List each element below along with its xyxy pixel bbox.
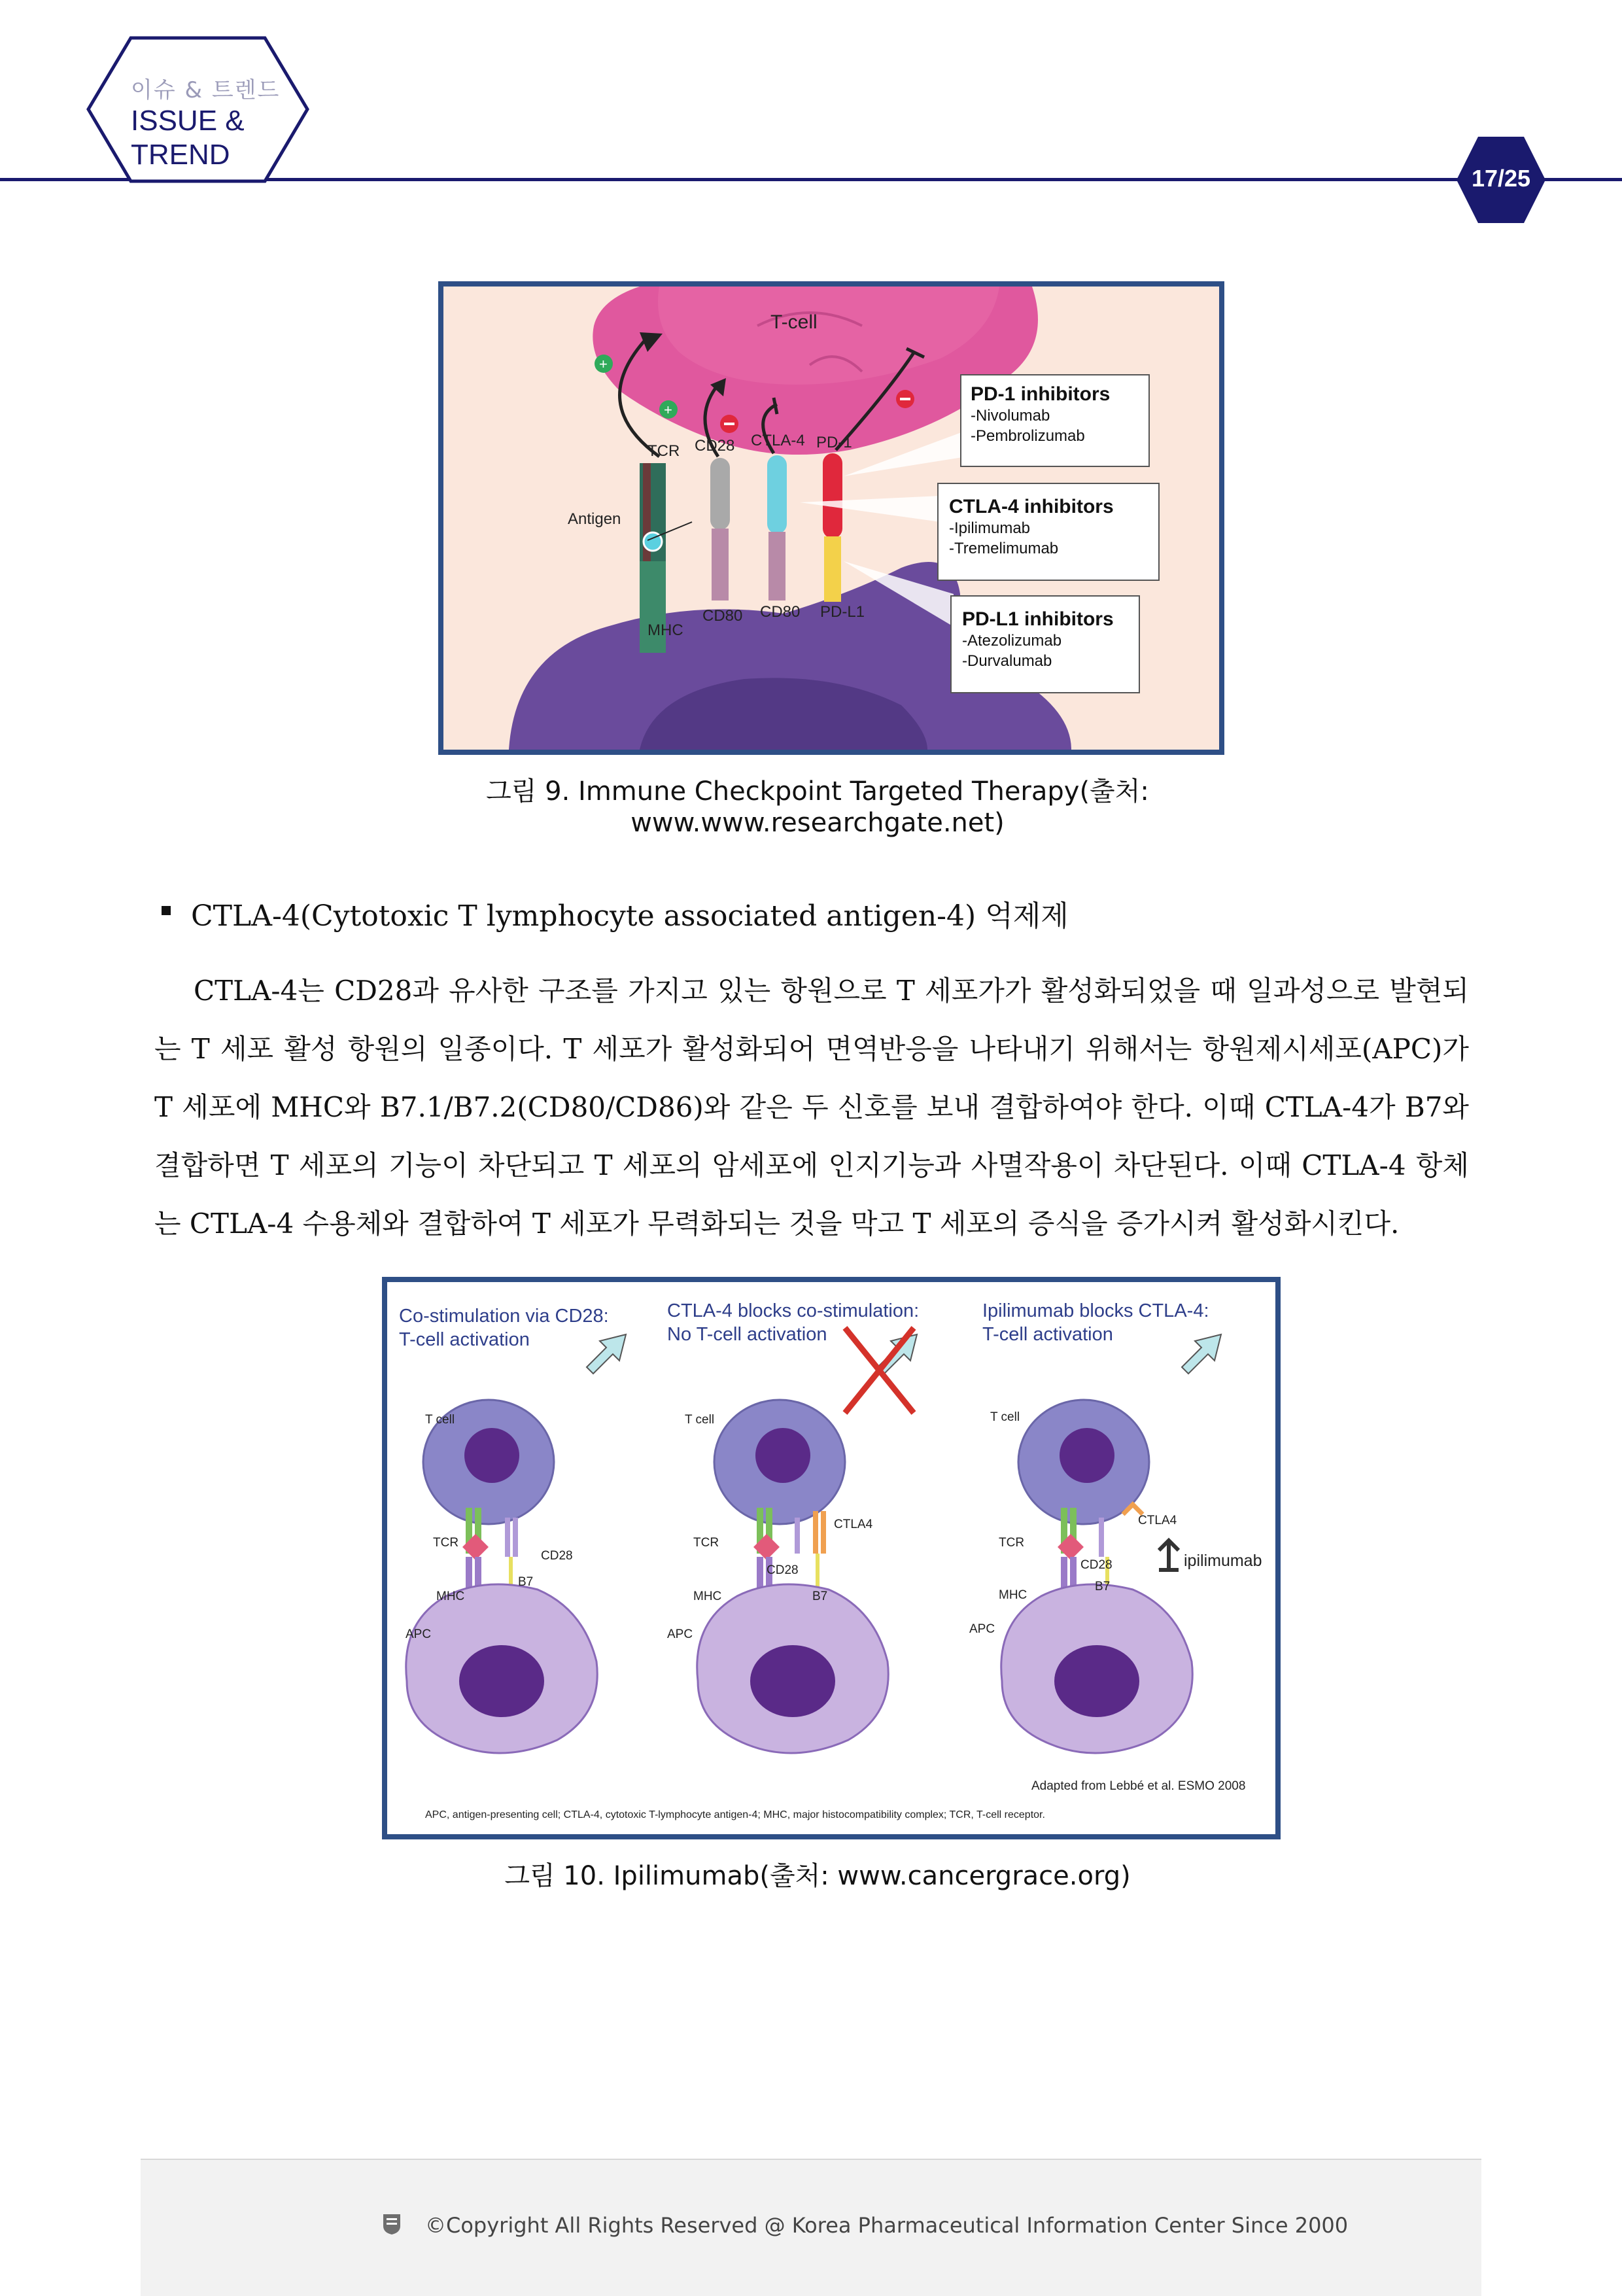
box-title: PD-L1 inhibitors	[962, 608, 1114, 630]
label-tcell: T-cell	[770, 311, 818, 333]
box-item: -Atezolizumab	[962, 632, 1062, 650]
box-pdl1-inhibitors	[950, 595, 1140, 693]
panel2-b7: B7	[812, 1590, 828, 1603]
panel3-b7: B7	[1095, 1580, 1111, 1593]
panel3-ctla4: CTLA4	[1138, 1514, 1177, 1527]
figure2-caption: 그림 10. Ipilimumab(출처: www.cancergrace.org)	[504, 1861, 1131, 1891]
panel3-cd28: CD28	[1080, 1558, 1113, 1572]
panel1-tcr: TCR	[433, 1536, 459, 1550]
footer-copyright: ©Copyright All Rights Reserved @ Korea Pharmaceutical Information Center Since 2000	[425, 2213, 1349, 2238]
panel2-title1: CTLA-4 blocks co-stimulation:	[667, 1300, 920, 1321]
panel2-tcr: TCR	[693, 1536, 719, 1550]
figure-ipilimumab	[382, 1277, 1281, 1839]
panel1-b7: B7	[518, 1575, 534, 1589]
page-number: 17/25	[1471, 165, 1531, 192]
box-item: -Pembrolizumab	[971, 427, 1085, 445]
label-cd80a: CD80	[702, 607, 743, 625]
panel2-apc: APC	[667, 1627, 693, 1641]
figure2-credit: Adapted from Lebbé et al. ESMO 2008	[1031, 1779, 1246, 1793]
panel3-tcell: T cell	[990, 1410, 1020, 1424]
box-item: -Ipilimumab	[949, 519, 1031, 537]
label-cd28: CD28	[695, 437, 735, 455]
panel2-title2: No T-cell activation	[667, 1324, 827, 1345]
box-item: -Tremelimumab	[949, 540, 1059, 557]
figure1-caption: 그림 9. Immune Checkpoint Targeted Therapy(출처: www.www.researchgate.net)	[486, 776, 1149, 838]
box-ctla4-inhibitors	[937, 483, 1160, 581]
box-item: -Durvalumab	[962, 652, 1052, 670]
label-pdl1: PD-L1	[820, 603, 865, 621]
label-cd80b: CD80	[760, 603, 801, 621]
label-antigen: Antigen	[568, 510, 621, 528]
bullet-icon	[162, 906, 171, 915]
label-pd1: PD-1	[816, 434, 852, 451]
panel2-cd28: CD28	[767, 1563, 799, 1577]
box-item: -Nivolumab	[971, 407, 1050, 425]
panel3-title2: T-cell activation	[982, 1324, 1113, 1345]
panel3-ipilimumab: ipilimumab	[1184, 1552, 1262, 1570]
label-tcr: TCR	[647, 442, 680, 460]
label-ctla4: CTLA-4	[751, 432, 805, 449]
panel3-apc: APC	[969, 1622, 995, 1636]
box-title: PD-1 inhibitors	[971, 383, 1111, 405]
figure2-footnote: APC, antigen-presenting cell; CTLA-4, cytotoxic T-lymphocyte antigen-4; MHC, major histocompatibility complex; TCR, T-cell receptor.	[425, 1809, 1045, 1820]
panel2-mhc: MHC	[693, 1590, 722, 1603]
panel3-tcr: TCR	[999, 1536, 1025, 1550]
svg-text:+: +	[664, 402, 672, 418]
panel3-mhc: MHC	[999, 1588, 1027, 1602]
box-pd1-inhibitors	[960, 374, 1150, 467]
panel1-title2: T-cell activation	[399, 1329, 530, 1350]
kpic-logo-icon	[382, 2213, 402, 2235]
label-mhc: MHC	[647, 621, 683, 639]
header-kr-label: 이슈 & 트렌드	[131, 77, 281, 103]
panel2-tcell: T cell	[685, 1413, 715, 1427]
panel1-mhc: MHC	[436, 1590, 465, 1603]
figure-immune-checkpoint	[438, 281, 1224, 755]
svg-text:+: +	[599, 356, 608, 372]
panel2-ctla4: CTLA4	[834, 1518, 873, 1531]
panel1-cd28: CD28	[541, 1549, 573, 1563]
header-en-line2: TREND	[131, 139, 230, 171]
header-en-line1: ISSUE &	[131, 105, 245, 137]
section-paragraph: CTLA-4는 CD28과 유사한 구조를 가지고 있는 항원으로 T 세포가가 활성화되었을 때 일과성으로 발현되는 T 세포 활성 항원의 일종이다. T 세포가 활성화되어 면역반응을 나타내기 위해서는 항원제시세포(APC)가 T 세포에 MHC와 B7.1/B7.2(CD80/CD86)와 같은 두 신호를 보내 결합하여야 한다. 이때 CTLA-4가 B7와 결합하면 T 세포의 기능이 차단되고 T 세포의 암세포에 인지기능과 사멸작용이 차단된다. 이때 CTLA-4 항체는 CTLA-4 수용체와 결합하여 T 세포가 무력화되는 것을 막고 T 세포의 증식을 증가시켜 활성화시킨다.	[154, 975, 1469, 1240]
panel1-apc: APC	[406, 1627, 432, 1641]
panel3-title1: Ipilimumab blocks CTLA-4:	[982, 1300, 1209, 1321]
section-heading: CTLA-4(Cytotoxic T lymphocyte associated antigen-4) 억제제	[191, 899, 1069, 933]
panel1-tcell: T cell	[425, 1413, 455, 1427]
box-title: CTLA-4 inhibitors	[949, 496, 1114, 517]
panel1-title1: Co-stimulation via CD28:	[399, 1306, 609, 1327]
